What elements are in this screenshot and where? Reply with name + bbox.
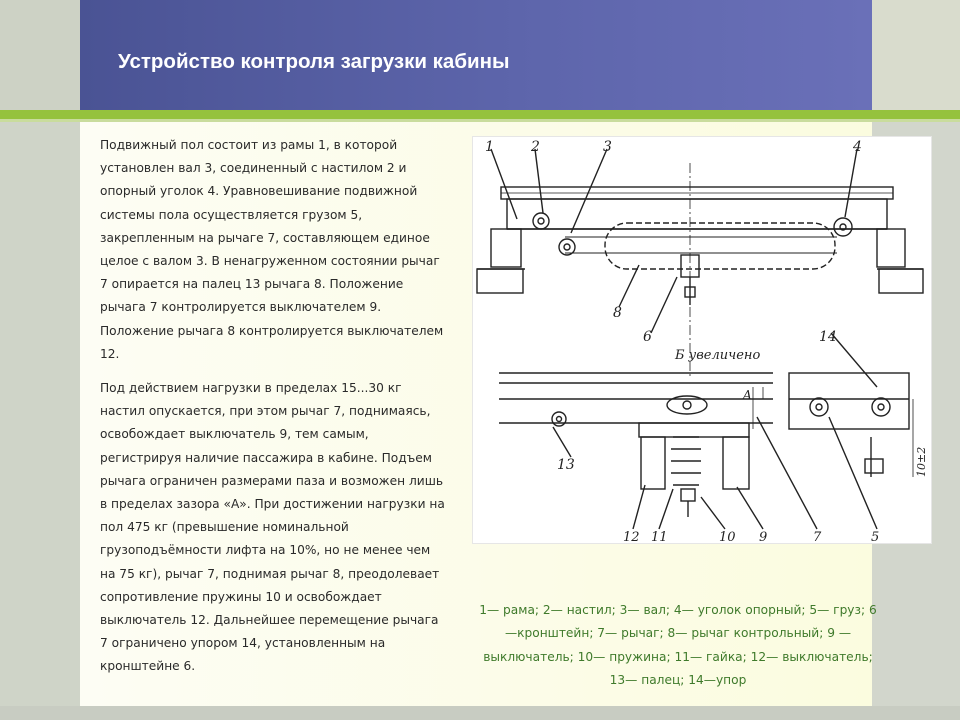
bracket-6 xyxy=(789,373,909,429)
nut-11 xyxy=(681,489,695,501)
left-base xyxy=(477,269,523,293)
right-base xyxy=(879,269,923,293)
shaft-3 xyxy=(533,213,549,229)
right-support xyxy=(877,229,905,267)
figure-legend: 1— рама; 2— настил; 3— вал; 4— уголок опорный; 5— груз; 6—кронштейн; 7— рычаг; 8— рычаг контрольный; 9 — выключатель; 10— пружина; 11— гайка; 12— выключатель; 13— палец; 14—упор xyxy=(479,603,877,688)
spring-10 xyxy=(671,437,701,485)
switch-base xyxy=(639,423,749,437)
paragraph-structure: Подвижный пол состоит из рамы 1, в которой установлен вал 3, соединенный с настилом 2 и опорный уголок 4. Уравновешивание подвижной системы пола осуществляется грузом 5, закрепленным на рычаге 7, составляющем единое целое с валом 3. В ненагруженном состоянии рычаг 7 опирается на палец 13 рычага 8. Положение рычага 7 контролируется выключателем 9. Положение рычага 8 контролируется выключателем 12. xyxy=(100,138,444,361)
lever-8-outline xyxy=(605,223,835,269)
label-14: 14 xyxy=(819,329,837,345)
label-9: 9 xyxy=(759,530,768,543)
label-3: 3 xyxy=(603,139,612,155)
label-4: 4 xyxy=(853,139,862,155)
label-8: 8 xyxy=(613,305,622,321)
frame-body xyxy=(507,199,887,229)
bottom-decor-bar xyxy=(0,706,960,720)
label-1: 1 xyxy=(485,139,494,155)
mechanism-drawing xyxy=(472,136,932,544)
support-angle-4 xyxy=(834,218,852,236)
left-support xyxy=(491,229,521,267)
dimension-label: 10±2 xyxy=(915,446,928,477)
label-7: 7 xyxy=(813,530,822,543)
label-5: 5 xyxy=(871,530,880,543)
label-12: 12 xyxy=(623,530,640,543)
label-6: 6 xyxy=(643,329,652,345)
label-13: 13 xyxy=(557,457,575,473)
label-11: 11 xyxy=(651,530,668,543)
technical-drawing-svg xyxy=(473,137,931,543)
switch-12 xyxy=(641,437,665,489)
header-right-margin xyxy=(872,0,960,110)
label-10: 10 xyxy=(719,530,736,543)
header-left-margin xyxy=(0,0,80,110)
paragraph-operation: Под действием нагрузки в пределах 15...30 кг настил опускается, при этом рычаг 7, поднимаясь, освобождает выключатель 9, тем самым, регистрируя наличие пассажира в кабине. Подъем рычага ограничен размерами паза и возможен лишь в пределах зазора «А». При достижении нагрузки на пол 475 кг (превышение номинальной грузоподъёмности лифта на 10%, но не менее чем на 75 кг), рычаг 7, поднимая рычаг 8, преодолевает сопротивление пружины 10 и освобождает выключатель 12. Дальнейшее перемещение рычага 7 ограничено упором 14, установленным на кронштейне 6. xyxy=(100,381,445,674)
label-2: 2 xyxy=(531,139,540,155)
switch-9 xyxy=(723,437,749,489)
stop-14 xyxy=(865,459,883,473)
label-enlarged: Б увеличено xyxy=(675,348,761,363)
description-text xyxy=(100,134,448,690)
slide-title: Устройство контроля загрузки кабины xyxy=(118,50,510,73)
label-a: A xyxy=(743,388,752,402)
header-divider xyxy=(0,110,960,119)
